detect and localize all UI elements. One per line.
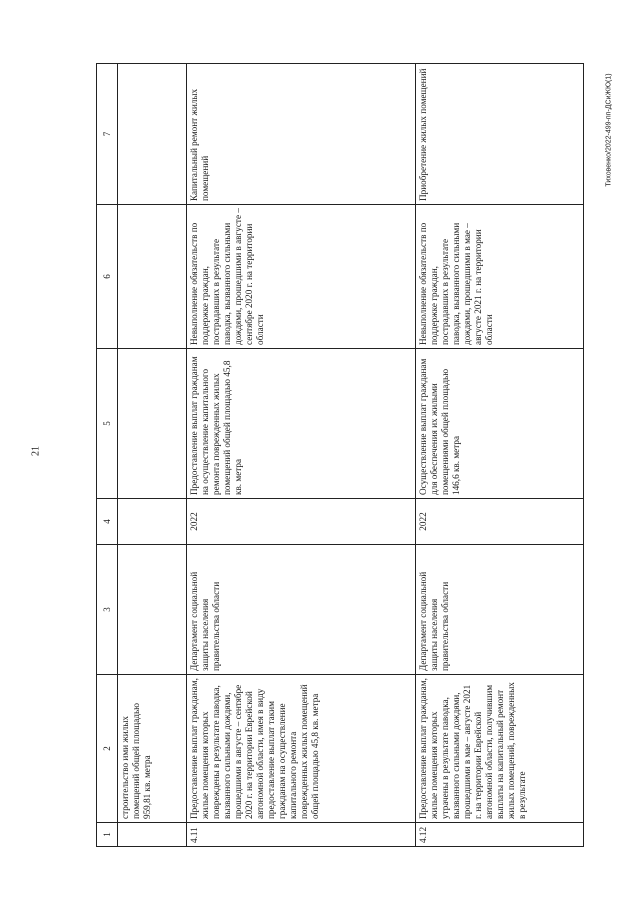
- table-cell: 4.11: [187, 823, 416, 847]
- table-cell: [118, 545, 187, 675]
- rotated-table-container: [96, 64, 584, 847]
- table-cell: [118, 349, 187, 499]
- table-cell: Невыполнение обязательств по поддержке граждан, пострадавших в результате паводка, вызванного сильными дождями, прошедшими в мае – августе 2021 г. на территории области: [416, 205, 584, 349]
- table-row: [118, 64, 187, 847]
- table-header-row: [97, 64, 118, 847]
- document-footer: Тиховенко/2022-499-пп-ДСиЖЮ(1): [605, 73, 613, 187]
- table-cell: 2022: [416, 499, 584, 545]
- table-row: [187, 64, 416, 847]
- table-cell: [118, 823, 187, 847]
- header-cell: 3: [97, 545, 118, 675]
- table-cell: Департамент социальной защиты населения правительства области: [416, 545, 584, 675]
- table-row: [416, 64, 584, 847]
- table-cell: 2022: [187, 499, 416, 545]
- table-cell: Предоставление выплат гражданам на осуществление капитального ремонта поврежденных жилых помещений общей площадью 45,8 кв. метра: [187, 349, 416, 499]
- table-cell: Департамент социальной защиты населения правительства области: [187, 545, 416, 675]
- header-cell: 2: [97, 675, 118, 823]
- table-cell: Капитальный ремонт жилых помещений: [187, 64, 416, 205]
- table-cell: Предоставление выплат гражданам, жилые помещения которых утрачены в результате паводка, вызванного сильными дождями, прошедшими в мае – августе 2021 г. на территории Еврейской автономной области, получившим выплаты на капитальный ремонт жилых помещений, поврежденных в результате: [416, 675, 584, 823]
- table-cell: [118, 499, 187, 545]
- page-number: 21: [30, 446, 42, 456]
- table-cell: строительство ими жилых помещений общей площадью 959,81 кв. метра: [118, 675, 187, 823]
- table-cell: 4.12: [416, 823, 584, 847]
- header-cell: 1: [97, 823, 118, 847]
- table-cell: [118, 64, 187, 205]
- program-table: [96, 63, 584, 847]
- header-cell: 4: [97, 499, 118, 545]
- table-cell: [118, 205, 187, 349]
- header-cell: 5: [97, 349, 118, 499]
- header-cell: 6: [97, 205, 118, 349]
- table-cell: Приобретение жилых помещений: [416, 64, 584, 205]
- table-cell: Невыполнение обязательств по поддержке граждан, пострадавших в результате паводка, вызванного сильными дождями, прошедшими в августе – сентябре 2020 г. на территории области: [187, 205, 416, 349]
- header-cell: 7: [97, 64, 118, 205]
- table-cell: Предоставление выплат гражданам, жилые помещения которых повреждены в результате паводка, вызванного сильными дождями, прошедшими в августе – сентябре 2020 г. на территории Еврейской автономной области, имея в виду предоставление выплат таким гражданам на осуществление капитального ремонта поврежденных жилых помещений общей площадью 45,8 кв. метра: [187, 675, 416, 823]
- table-cell: Осуществление выплат гражданам для обеспечения их жилыми помещениями общей площадью 146,6 кв. метра: [416, 349, 584, 499]
